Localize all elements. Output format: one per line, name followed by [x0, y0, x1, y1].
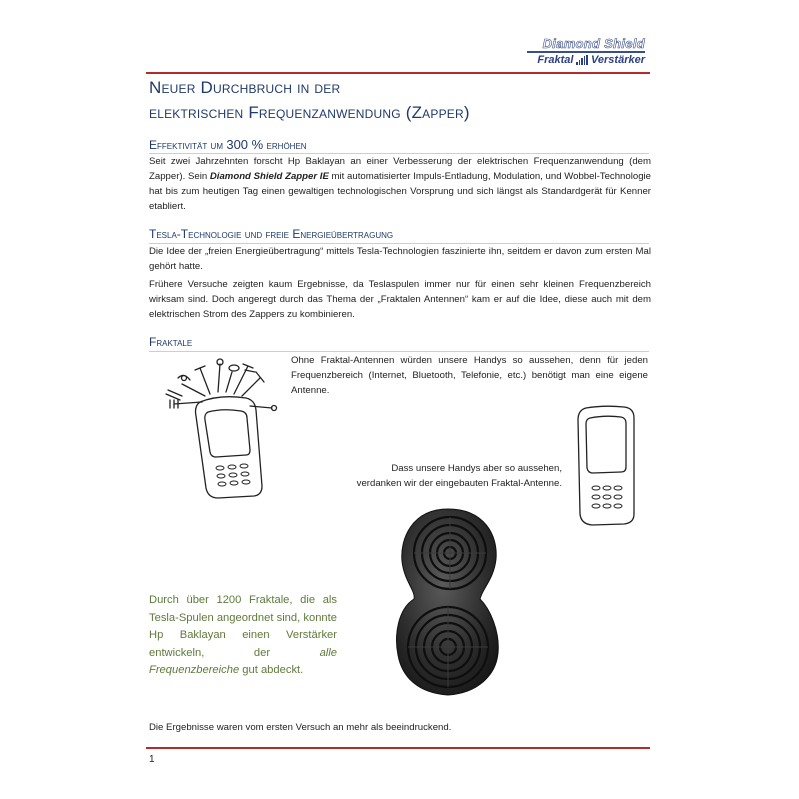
heading-number: 300 %: [226, 137, 264, 152]
page-number: 1: [149, 754, 155, 765]
caption-line: Dass unsere Handys aber so aussehen,: [391, 463, 562, 474]
footer-rule: [146, 747, 650, 749]
logo-divider: [527, 51, 645, 53]
signal-bars-icon: [576, 55, 588, 65]
phone-with-many-antennas-illustration: [160, 356, 285, 516]
section-underline: [149, 351, 649, 352]
page-title-line1: Neuer Durchbruch in der: [149, 78, 341, 97]
heading-part: erhöhen: [263, 138, 307, 152]
header-rule: [146, 72, 650, 74]
section-heading-fraktale: Fraktale: [149, 335, 193, 349]
para-text: mit automatisierter Impuls-Entladung, Modulation, und Wobbel-Technologie hat bis zum heutigen Tag einen gewaltigen technologischen Vorsprung und sich längst als Standardgerät für Kenner etabliert.: [149, 171, 652, 212]
product-name: Diamond Shield Zapper IE: [209, 171, 329, 182]
heading-part: Effektivität um: [149, 138, 227, 152]
logo-tagline: [527, 54, 645, 66]
section-heading-tesla: Tesla-Technologie und freie Energieübertragung: [149, 227, 394, 241]
fractal-amplifier-device: [392, 505, 504, 700]
logo-right-word: Verstärker: [590, 54, 645, 66]
phone-sketch-illustration: [572, 400, 642, 530]
section1-paragraph: [149, 154, 651, 214]
green-emphasis: alle Frequenzbereiche: [149, 646, 337, 676]
section2-paragraph2: Frühere Versuche zeigten kaum Ergebnisse, da Teslaspulen immer nur für einen sehr kleinen Frequenzbereich wirksam sind. Doch angeregt durch das Thema der „Fraktalen Antennen“ kam er auf die Idee, diese auch mit dem elektrischen Strom des Zappers zu kombinieren.: [149, 279, 651, 320]
caption-line: verdanken wir der eingebauten Fraktal-Antenne.: [356, 478, 562, 489]
fraktale-green-paragraph: [149, 592, 337, 680]
green-text: Durch über 1200 Fraktale, die als Tesla-Spulen angeordnet sind, konnte Hp Baklayan einen Verstärker entwickeln, der: [149, 594, 337, 659]
page-title-line2: elektrischen Frequenzanwendung (Zapper): [149, 103, 470, 122]
fraktale-caption-1: Ohne Fraktal-Antennen würden unsere Handys so aussehen, denn für jeden Frequenzbereich (Internet, Bluetooth, Telefonie, etc.) benötigt man eine eigene Antenne.: [291, 355, 648, 396]
logo-brand: Diamond Shield: [542, 36, 645, 51]
logo-left-word: Fraktal: [537, 54, 574, 66]
fraktale-caption-2: [300, 461, 562, 491]
green-text: gut abdeckt.: [239, 664, 304, 676]
para-text: Seit zwei Jahrzehnten forscht Hp Baklayan an einer Verbesserung der elektrischen Frequenzanwendung (dem Zapper). Sein: [149, 156, 651, 182]
section2-paragraph1: Die Idee der „freien Energieübertragung“ mittels Tesla-Technologien faszinierte ihn, seitdem er davon zum ersten Mal gehört hatte.: [149, 246, 651, 272]
conclusion-text: Die Ergebnisse waren vom ersten Versuch an mehr als beeindruckend.: [149, 722, 452, 733]
section-heading-effektivitaet: [149, 137, 307, 152]
